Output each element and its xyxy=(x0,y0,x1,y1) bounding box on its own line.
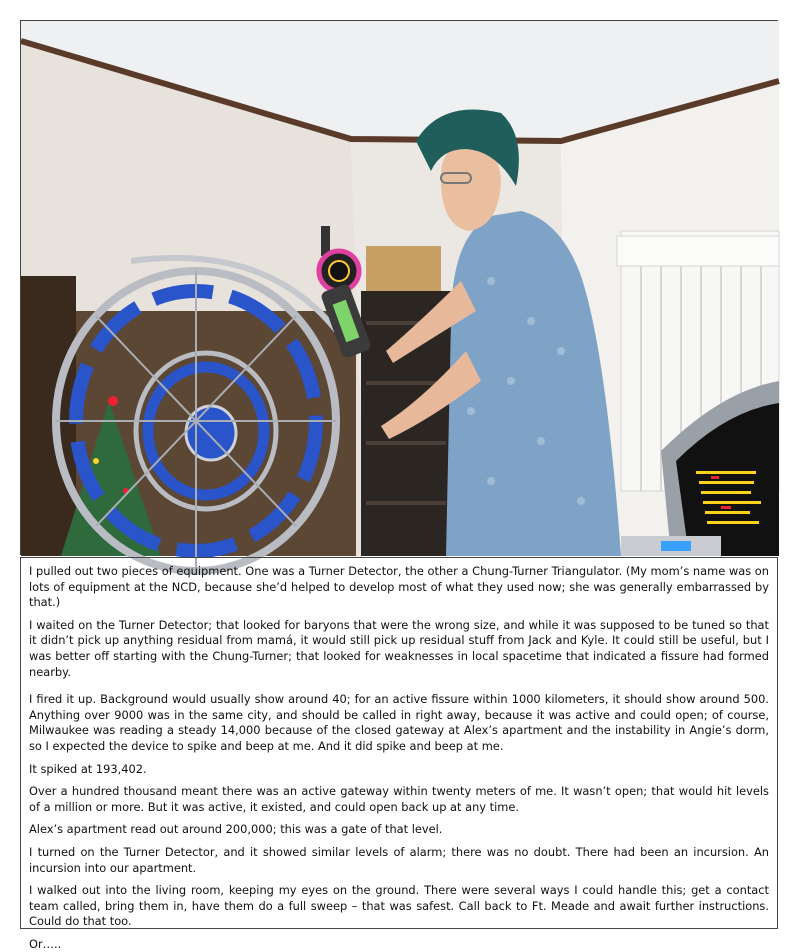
paragraph-6: Alex’s apartment read out around 200,000; this was a gate of that level. xyxy=(29,822,443,837)
paragraph-3: I fired it up. Background would usually show around 40; for an active fissure within 1000 kilometers, it should show around 500. Anything over 9000 was in the same city, and should be called in right away, because it was active and could open; of course, Milwaukee was reading a steady 14,000 because of the closed gateway at Alex’s apartment and the instability in Angie’s dorm, so I expected the device to spike and beep at me. And it did spike and beep at me. xyxy=(29,692,769,753)
paragraph-1: I pulled out two pieces of equipment. One was a Turner Detector, the other a Chung-Turner Triangulator. (My mom’s name was on lots of equipment at the NCD, because she’d helped to develop most of what they used now; she was generally embarrassed by that.) xyxy=(29,564,769,610)
narrative-text-box xyxy=(20,557,778,951)
comic-illustration-panel xyxy=(20,20,778,555)
paragraph-7: I turned on the Turner Detector, and it showed similar levels of alarm; there was no doubt. There had been an incursion. An incursion into our apartment. xyxy=(29,844,769,875)
paragraph-8: I walked out into the living room, keeping my eyes on the ground. There were several ways I could handle this; get a contact team called, bring them in, have them do a full sweep – that was safest. Call back to Ft. Meade and await further instructions. Could do that too. xyxy=(29,883,769,929)
window-valance xyxy=(617,236,779,266)
scene-illustration xyxy=(21,21,779,556)
cardboard-box xyxy=(366,246,441,291)
paragraph-2: I waited on the Turner Detector; that looked for baryons that were the wrong size, and while it was supposed to be tuned so that it didn’t pick up anything residual from mamá, it would still pick up residual stuff from Jack and Kyle. It could still be useful, but I was better off starting with the Chung-Turner; that looked for weaknesses in local spacetime that indicated a fissure had formed nearby. xyxy=(29,617,769,679)
paragraph-4: It spiked at 193,402. xyxy=(29,761,147,776)
paragraph-9: Or….. xyxy=(29,936,62,951)
wooden-cabinet xyxy=(21,276,76,556)
paragraph-5: Over a hundred thousand meant there was an active gateway within twenty meters of me. It wasn’t open; that would hit levels of a million or more. But it was active, it existed, and could open back up at any time. xyxy=(29,784,769,814)
